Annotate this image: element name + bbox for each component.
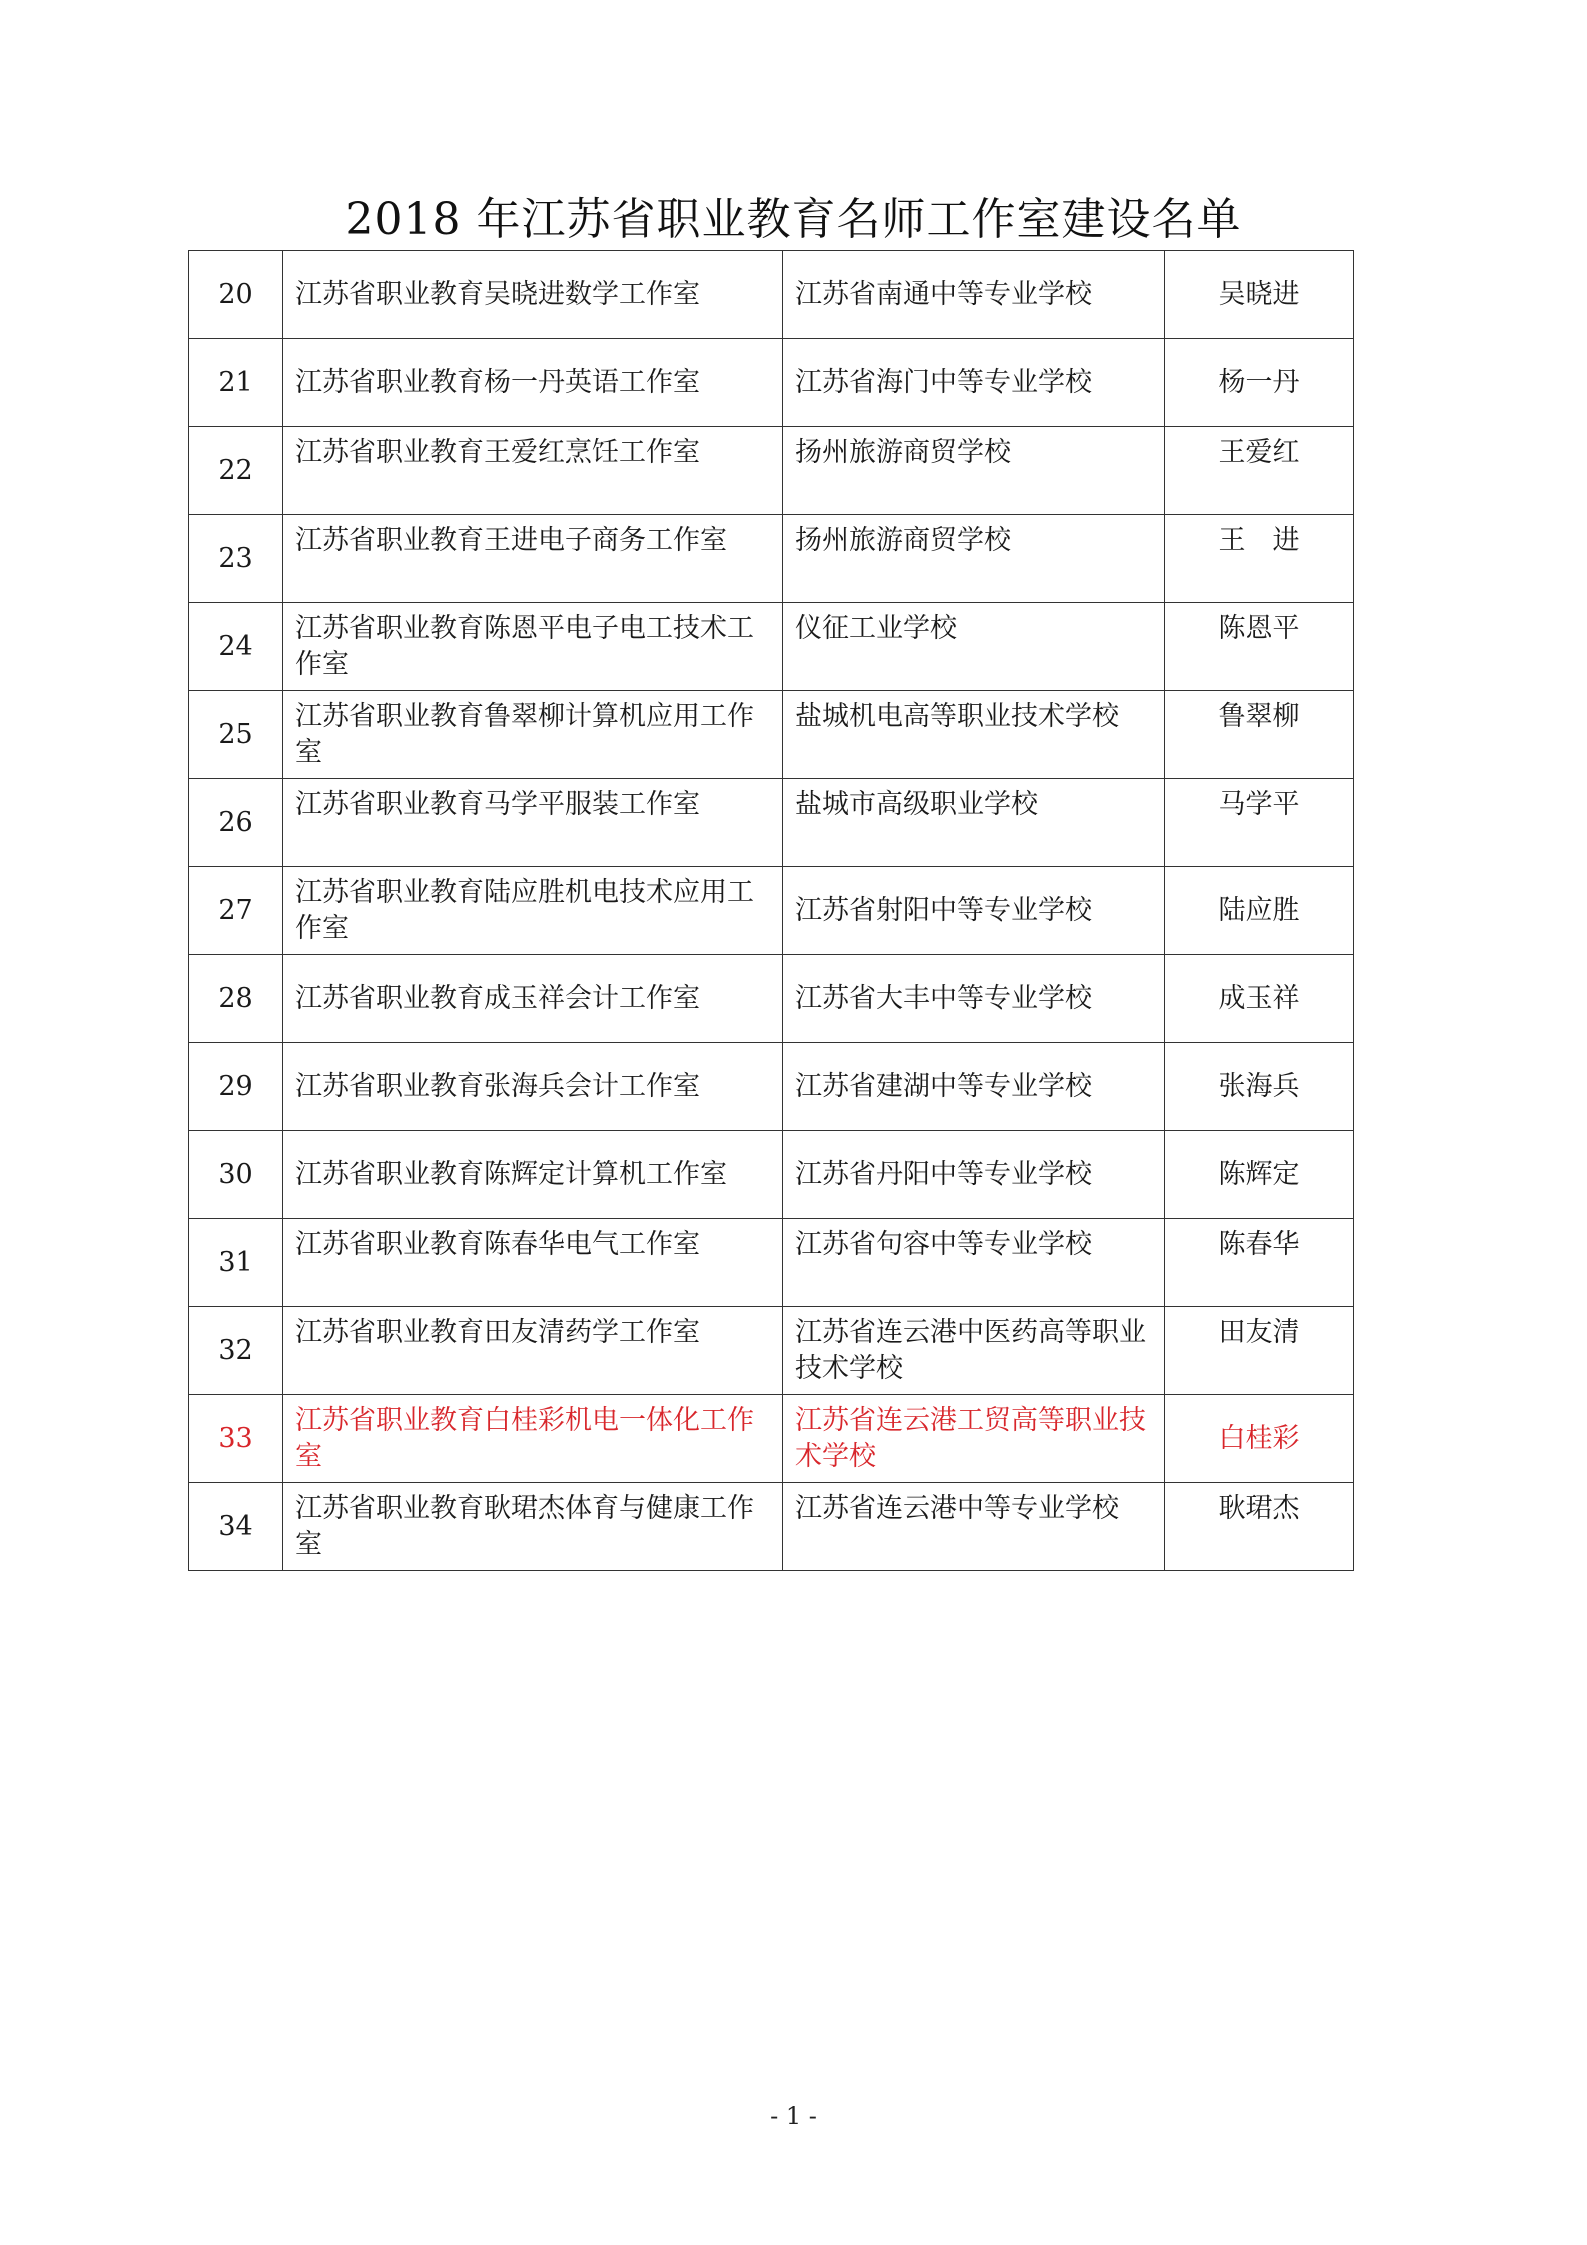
teacher-name-cell: 马学平 — [1165, 779, 1354, 867]
school-cell: 江苏省大丰中等专业学校 — [783, 955, 1165, 1043]
page-title: 2018 年江苏省职业教育名师工作室建设名单 — [345, 194, 1242, 245]
row-number: 20 — [189, 251, 283, 339]
row-number: 31 — [189, 1219, 283, 1307]
row-number: 23 — [189, 515, 283, 603]
school-cell: 江苏省丹阳中等专业学校 — [783, 1131, 1165, 1219]
table-row — [189, 779, 1354, 867]
studio-name-cell: 江苏省职业教育王进电子商务工作室 — [283, 515, 783, 603]
school-cell: 江苏省海门中等专业学校 — [783, 339, 1165, 427]
table-row — [189, 691, 1354, 779]
studio-name-cell: 江苏省职业教育陈恩平电子电工技术工作室 — [283, 603, 783, 691]
school-cell: 盐城市高级职业学校 — [783, 779, 1165, 867]
teacher-name-cell: 田友清 — [1165, 1307, 1354, 1395]
row-number: 34 — [189, 1483, 283, 1571]
studio-name-cell: 江苏省职业教育陆应胜机电技术应用工作室 — [283, 867, 783, 955]
row-number: 28 — [189, 955, 283, 1043]
studio-name-cell: 江苏省职业教育田友清药学工作室 — [283, 1307, 783, 1395]
school-cell: 江苏省句容中等专业学校 — [783, 1219, 1165, 1307]
row-number: 26 — [189, 779, 283, 867]
studio-name-cell: 江苏省职业教育吴晓进数学工作室 — [283, 251, 783, 339]
studio-name-cell: 江苏省职业教育陈辉定计算机工作室 — [283, 1131, 783, 1219]
row-number: 29 — [189, 1043, 283, 1131]
table-row — [189, 1483, 1354, 1571]
roster-body — [189, 251, 1354, 1571]
table-row — [189, 515, 1354, 603]
row-number: 22 — [189, 427, 283, 515]
table-row — [189, 1219, 1354, 1307]
studio-name-cell: 江苏省职业教育马学平服装工作室 — [283, 779, 783, 867]
table-row — [189, 339, 1354, 427]
row-number: 25 — [189, 691, 283, 779]
row-number: 32 — [189, 1307, 283, 1395]
teacher-name-cell: 鲁翠柳 — [1165, 691, 1354, 779]
studio-name-cell: 江苏省职业教育成玉祥会计工作室 — [283, 955, 783, 1043]
school-cell: 江苏省连云港中医药高等职业技术学校 — [783, 1307, 1165, 1395]
teacher-name-cell: 杨一丹 — [1165, 339, 1354, 427]
row-number: 27 — [189, 867, 283, 955]
table-row — [189, 251, 1354, 339]
table-row — [189, 955, 1354, 1043]
teacher-name-cell: 王爱红 — [1165, 427, 1354, 515]
school-cell: 江苏省射阳中等专业学校 — [783, 867, 1165, 955]
school-cell: 盐城机电高等职业技术学校 — [783, 691, 1165, 779]
table-row — [189, 1395, 1354, 1483]
studio-roster-table — [188, 250, 1354, 1571]
teacher-name-cell: 张海兵 — [1165, 1043, 1354, 1131]
school-cell: 江苏省连云港中等专业学校 — [783, 1483, 1165, 1571]
teacher-name-cell: 吴晓进 — [1165, 251, 1354, 339]
school-cell: 江苏省连云港工贸高等职业技术学校 — [783, 1395, 1165, 1483]
table-row — [189, 1131, 1354, 1219]
studio-name-cell: 江苏省职业教育王爱红烹饪工作室 — [283, 427, 783, 515]
teacher-name-cell: 王 进 — [1165, 515, 1354, 603]
school-cell: 江苏省南通中等专业学校 — [783, 251, 1165, 339]
studio-name-cell: 江苏省职业教育耿珺杰体育与健康工作室 — [283, 1483, 783, 1571]
studio-name-cell: 江苏省职业教育杨一丹英语工作室 — [283, 339, 783, 427]
teacher-name-cell: 陆应胜 — [1165, 867, 1354, 955]
row-number: 33 — [189, 1395, 283, 1483]
teacher-name-cell: 陈辉定 — [1165, 1131, 1354, 1219]
teacher-name-cell: 成玉祥 — [1165, 955, 1354, 1043]
studio-name-cell: 江苏省职业教育白桂彩机电一体化工作室 — [283, 1395, 783, 1483]
studio-name-cell: 江苏省职业教育鲁翠柳计算机应用工作室 — [283, 691, 783, 779]
teacher-name-cell: 陈恩平 — [1165, 603, 1354, 691]
school-cell: 扬州旅游商贸学校 — [783, 515, 1165, 603]
school-cell: 仪征工业学校 — [783, 603, 1165, 691]
table-row — [189, 603, 1354, 691]
teacher-name-cell: 耿珺杰 — [1165, 1483, 1354, 1571]
teacher-name-cell: 白桂彩 — [1165, 1395, 1354, 1483]
table-row — [189, 1043, 1354, 1131]
studio-name-cell: 江苏省职业教育张海兵会计工作室 — [283, 1043, 783, 1131]
row-number: 21 — [189, 339, 283, 427]
teacher-name-cell: 陈春华 — [1165, 1219, 1354, 1307]
row-number: 24 — [189, 603, 283, 691]
row-number: 30 — [189, 1131, 283, 1219]
school-cell: 扬州旅游商贸学校 — [783, 427, 1165, 515]
table-row — [189, 427, 1354, 515]
table-row — [189, 1307, 1354, 1395]
page-number: - 1 - — [770, 2102, 817, 2130]
table-row — [189, 867, 1354, 955]
studio-name-cell: 江苏省职业教育陈春华电气工作室 — [283, 1219, 783, 1307]
school-cell: 江苏省建湖中等专业学校 — [783, 1043, 1165, 1131]
